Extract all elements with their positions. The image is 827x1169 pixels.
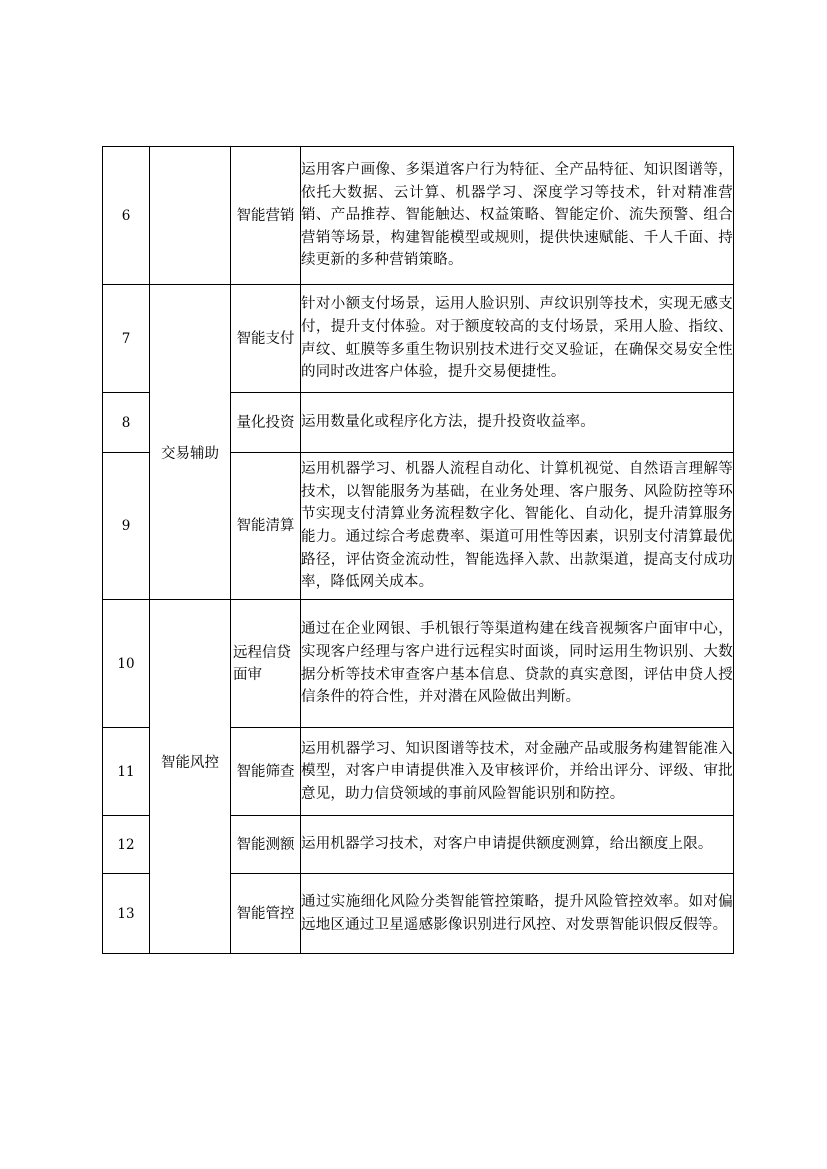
category-cell-empty <box>150 147 231 285</box>
description-cell: 针对小额支付场景，运用人脸识别、声纹识别等技术，实现无感支付，提升支付体验。对于额度较高的支付场景，采用人脸、指纹、声纹、虹膜等多重生物识别技术进行交叉验证，在确保交易安全性的同时改进客户体验，提升交易便捷性。 <box>301 285 734 393</box>
category-cell: 智能风控 <box>150 600 231 954</box>
row-number: 6 <box>103 147 150 285</box>
row-number: 11 <box>103 728 150 816</box>
row-number: 13 <box>103 874 150 954</box>
table-row <box>103 285 734 393</box>
subcategory-cell: 远程信贷面审 <box>231 600 301 728</box>
subcategory-cell: 智能测额 <box>231 816 301 874</box>
description-cell: 通过实施细化风险分类智能管控策略，提升风险管控效率。如对偏远地区通过卫星遥感影像识别进行风控、对发票智能识假反假等。 <box>301 874 734 954</box>
description-cell: 运用机器学习技术，对客户申请提供额度测算，给出额度上限。 <box>301 816 734 874</box>
row-number: 8 <box>103 393 150 453</box>
description-cell: 运用数量化或程序化方法，提升投资收益率。 <box>301 393 734 453</box>
description-cell: 运用机器学习、机器人流程自动化、计算机视觉、自然语言理解等技术，以智能服务为基础，在业务处理、客户服务、风险防控等环节实现支付清算业务流程数字化、智能化、自动化，提升清算服务能力。通过综合考虑费率、渠道可用性等因素，识别支付清算最优路径，评估资金流动性，智能选择入款、出款渠道，提高支付成功率，降低网关成本。 <box>301 453 734 600</box>
subcategory-cell: 智能支付 <box>231 285 301 393</box>
row-number: 12 <box>103 816 150 874</box>
row-number: 10 <box>103 600 150 728</box>
subcategory-cell: 智能管控 <box>231 874 301 954</box>
subcategory-cell: 智能清算 <box>231 453 301 600</box>
row-number: 9 <box>103 453 150 600</box>
subcategory-cell: 量化投资 <box>231 393 301 453</box>
table-row <box>103 600 734 728</box>
row-number: 7 <box>103 285 150 393</box>
category-cell: 交易辅助 <box>150 285 231 600</box>
subcategory-cell: 智能营销 <box>231 147 301 285</box>
table-row <box>103 147 734 285</box>
description-cell: 运用客户画像、多渠道客户行为特征、全产品特征、知识图谱等，依托大数据、云计算、机器学习、深度学习等技术，针对精准营销、产品推荐、智能触达、权益策略、智能定价、流失预警、组合营销等场景，构建智能模型或规则，提供快速赋能、千人千面、持续更新的多种营销策略。 <box>301 147 734 285</box>
content-table <box>102 146 734 954</box>
subcategory-cell: 智能筛查 <box>231 728 301 816</box>
description-cell: 通过在企业网银、手机银行等渠道构建在线音视频客户面审中心，实现客户经理与客户进行远程实时面谈，同时运用生物识别、大数据分析等技术审查客户基本信息、贷款的真实意图，评估申贷人授信条件的符合性，并对潜在风险做出判断。 <box>301 600 734 728</box>
description-cell: 运用机器学习、知识图谱等技术，对金融产品或服务构建智能准入模型，对客户申请提供准入及审核评价，并给出评分、评级、审批意见，助力信贷领域的事前风险智能识别和防控。 <box>301 728 734 816</box>
